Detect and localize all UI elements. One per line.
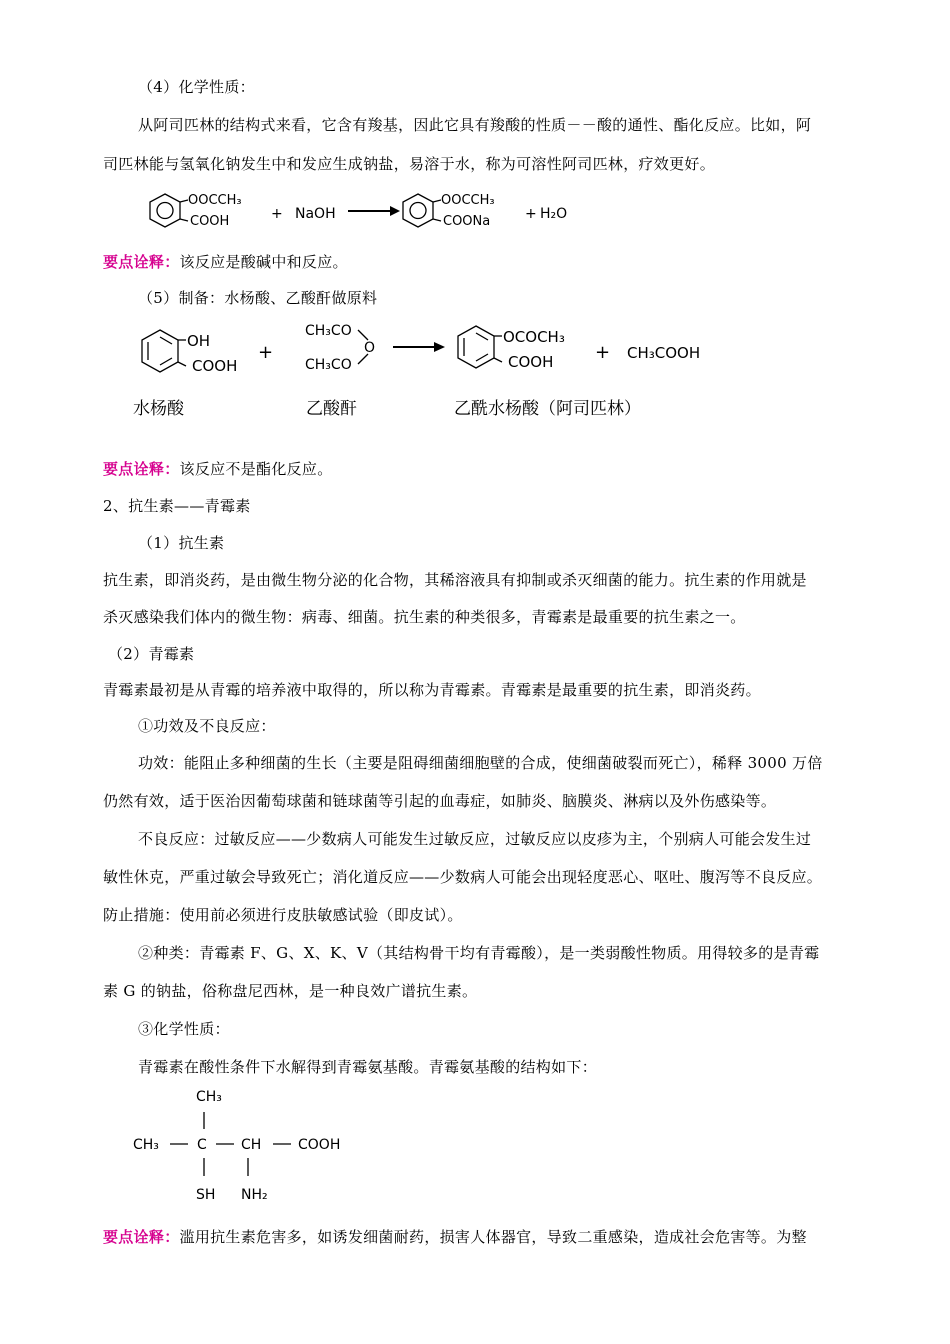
amino-group: NH₂ xyxy=(241,1187,268,1203)
item-1-efficacy-line-2: 仍然有效，适于医治因葡萄球菌和链球菌等引起的血毒症，如肺炎、脑膜炎、淋病以及外伤感染等。 xyxy=(103,792,777,810)
item-1-heading: ①功效及不良反应： xyxy=(138,717,276,735)
benzene-ring-product xyxy=(403,194,433,227)
note-3 xyxy=(103,1227,807,1247)
anhydride-bridge-oxygen: O xyxy=(364,340,376,356)
alpha-carbon: CH xyxy=(241,1137,262,1153)
benzene-ring-salicylic-acid xyxy=(142,330,178,372)
section-2-heading: 2、抗生素——青霉素 xyxy=(103,497,251,515)
subsection-2-paragraph: 青霉素最初是从青霉的培养液中取得的，所以称为青霉素。青霉素是最重要的抗生素，即消炎药。 xyxy=(103,681,761,699)
aspirin-carboxyl-group: COOH xyxy=(508,353,554,371)
salicylic-carboxyl-group: COOH xyxy=(192,357,238,375)
thiol-group: SH xyxy=(196,1187,216,1203)
product-water: H₂O xyxy=(540,206,568,222)
reactant-carboxyl-group: COOH xyxy=(190,214,230,229)
subsection-1-paragraph-line-2: 杀灭感染我们体内的微生物：病毒、细菌。抗生素的种类很多，青霉素是最重要的抗生素之一。 xyxy=(103,608,746,626)
reaction-arrow-1 xyxy=(348,206,400,216)
item-3-heading: ③化学性质： xyxy=(138,1020,230,1038)
subsection-2-heading: （2）青霉素 xyxy=(108,645,195,663)
subsection-1-heading: （1）抗生素 xyxy=(138,534,225,552)
benzene-ring-aspirin xyxy=(458,326,494,368)
methyl-left: CH₃ xyxy=(133,1137,159,1153)
name-salicylic-acid: 水杨酸 xyxy=(133,399,184,419)
reaction-arrow-2 xyxy=(393,342,445,352)
methyl-top: CH₃ xyxy=(196,1089,222,1105)
item-1-prevention: 防止措施：使用前必须进行皮肤敏感试验（即皮试）。 xyxy=(103,906,463,924)
item-2-paragraph-line-2: 素 G 的钠盐，俗称盘尼西林，是一种良效广谱抗生素。 xyxy=(103,982,478,1000)
aspirin-neutralization-equation xyxy=(140,188,600,238)
name-acetylsalicylic-acid: 乙酰水杨酸（阿司匹林） xyxy=(454,399,641,419)
name-acetic-anhydride: 乙酸酐 xyxy=(306,399,357,419)
note-1-text: 该反应是酸碱中和反应。 xyxy=(179,253,348,271)
section-4-heading: （4）化学性质： xyxy=(138,78,255,96)
item-2-paragraph-line-1: ②种类：青霉素 F、G、X、K、V（其结构骨干均有青霉酸），是一类弱酸性物质。用得较多的是青霉 xyxy=(138,944,820,962)
benzene-ring-reactant xyxy=(150,194,180,227)
note-1-label: 要点诠释： xyxy=(103,253,180,271)
section-5-heading: （5）制备：水杨酸、乙酸酐做原料 xyxy=(138,289,378,307)
plus-sign-4: + xyxy=(595,342,611,363)
section-4-paragraph-line-1: 从阿司匹林的结构式来看，它含有羧基，因此它具有羧酸的性质－－酸的通性、酯化反应。比如，阿 xyxy=(138,116,812,134)
reactant-ester-group: OOCCH₃ xyxy=(188,193,242,208)
item-1-adverse-line-2: 敏性休克，严重过敏会导致死亡；消化道反应——少数病人可能会出现轻度恶心、呕吐、腹泻等不良反应。 xyxy=(103,868,823,886)
item-1-efficacy-line-1: 功效：能阻止多种细菌的生长（主要是阻碍细菌细胞壁的合成，使细菌破裂而死亡），稀释 3000 万倍 xyxy=(138,754,823,772)
acetic-acid: CH₃COOH xyxy=(627,344,701,362)
item-1-adverse-line-1: 不良反应：过敏反应——少数病人可能发生过敏反应，过敏反应以皮疹为主，个别病人可能会发生过 xyxy=(138,830,812,848)
plus-sign-2: + xyxy=(525,206,537,222)
penicillamine-structure xyxy=(130,1085,370,1210)
note-2 xyxy=(103,459,333,479)
aspirin-acetoxy-group: OCOCH₃ xyxy=(503,328,565,346)
note-2-text: 该反应不是酯化反应。 xyxy=(179,460,333,478)
subsection-1-paragraph-line-1: 抗生素，即消炎药，是由微生物分泌的化合物，其稀溶液具有抑制或杀灭细菌的能力。抗生素的作用就是 xyxy=(103,571,807,589)
anhydride-acetyl-bottom: CH₃CO xyxy=(305,357,352,373)
product-sodium-carboxylate: COONa xyxy=(443,214,491,229)
note-3-text: 滥用抗生素危害多，如诱发细菌耐药，损害人体器官，导致二重感染，造成社会危害等。为整 xyxy=(179,1228,807,1246)
plus-sign-1: + xyxy=(271,206,283,222)
quaternary-carbon: C xyxy=(197,1137,207,1153)
plus-sign-3: + xyxy=(258,342,274,363)
reagent-naoh: NaOH xyxy=(295,206,336,222)
note-3-label: 要点诠释： xyxy=(103,1228,180,1246)
aspirin-synthesis-equation xyxy=(130,318,730,423)
carboxyl-group: COOH xyxy=(298,1137,341,1153)
anhydride-acetyl-top: CH₃CO xyxy=(305,323,352,339)
product-ester-group: OOCCH₃ xyxy=(441,193,495,208)
section-4-paragraph-line-2: 司匹林能与氢氧化钠发生中和发应生成钠盐，易溶于水，称为可溶性阿司匹林，疗效更好。 xyxy=(103,155,716,173)
note-2-label: 要点诠释： xyxy=(103,460,180,478)
note-1 xyxy=(103,252,348,272)
item-3-paragraph: 青霉素在酸性条件下水解得到青霉氨基酸。青霉氨基酸的结构如下： xyxy=(138,1058,598,1076)
salicylic-hydroxyl-group: OH xyxy=(187,332,211,350)
